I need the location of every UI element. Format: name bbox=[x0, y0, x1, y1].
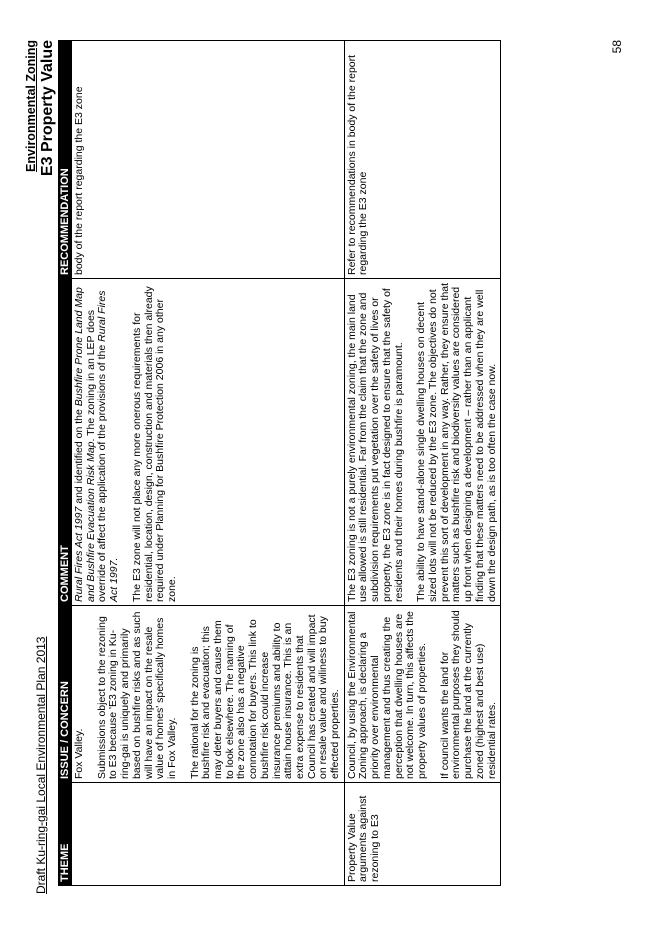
header-issue: ISSUE / CONCERN bbox=[59, 606, 72, 783]
row2-comment-p1: The E3 zoning is not a purely environmental zoning, the main land use allowed is still residential. Far from the claim that the zone and subdivision requirements put vegetation over the safety of lives or property, the E3 zone is in fact designed to ensure that the safety of residents and their homes during bushfire is paramount. bbox=[345, 288, 405, 602]
row2-comment bbox=[344, 279, 500, 606]
row1-issue-p3: The rational for the zoning is bushfire risk and evacuation; this may deter buyers and cause them to look elsewhere. The naming of the zone also has a negative connotation for buyers. This link to bushfire risk could increase insurance premiums and ability to attain house insurance. This is an extra expense to residents that Council has created and will impact on resale value and wiliness to buy effected properties. bbox=[188, 614, 342, 779]
header-recommendation: RECOMMENDATION bbox=[59, 41, 72, 279]
comment-text: and identified on the bbox=[73, 406, 85, 507]
row2-comment-p2: The ability to have stand-alone single dwelling houses on decent sized lots will not be reduced by the E3 zone. The objectives do not prevent this sort of development in any way. Rather, they ensure that matters such as bushfire risk and biodiversity values are considered up front when designing a development – rather than an applicant finding that these matters need to be addressed when they are well down the design path, as is too often the case now. bbox=[415, 282, 498, 602]
row1-comment-p1 bbox=[74, 282, 121, 602]
row1-issue-p2: Submissions object to the rezoning to E3 because 'E3 zoning in Ku-ring-gai is uniquely and primarily based on bushfire risks and as such will have an impact on the resale value of homes' specifically homes in Fox Valley. bbox=[95, 611, 178, 779]
section-name: Environmental Zoning bbox=[24, 40, 38, 172]
table-header-row bbox=[59, 41, 72, 886]
header-comment: COMMENT bbox=[59, 279, 72, 606]
row1-recommendation: body of the report regarding the E3 zone bbox=[72, 41, 345, 279]
document-title: Draft Ku-ring-gai Local Environmental Plan 2013 bbox=[34, 636, 48, 894]
map-reference: Bushfire Prone Land Map and Bushfire Evacuation Risk Map bbox=[73, 287, 97, 602]
act-reference: Rural Fires Act 1997 bbox=[73, 506, 85, 602]
row1-comment bbox=[72, 279, 345, 606]
row2-issue-p1: Council, by using the Environmental Zoning approach, is declaring a priority over environmental management and thus creating the perception that dwelling houses are not welcome. In turn, this affects the property values of properties. bbox=[345, 611, 428, 779]
row1-theme bbox=[72, 783, 345, 886]
row1-issue-p1: Fox Valley. bbox=[73, 728, 85, 779]
row2-issue-p2: If council wants the land for environmental purposes they should purchase the land at the currently zoned (highest and best use) residential rates. bbox=[438, 610, 498, 779]
section-header bbox=[24, 40, 57, 176]
header-theme: THEME bbox=[59, 783, 72, 886]
page-number: 58 bbox=[610, 40, 624, 54]
act-reference: Rural Fires Act 1997. bbox=[96, 290, 121, 602]
row1-issue bbox=[72, 606, 345, 783]
row1-comment-p2: The E3 zone will not place any more onerous requirements for residential, location, design, construction and materials then already required under Planning for Bushfire Protection 2006 in any other zone. bbox=[130, 286, 178, 602]
row2-recommendation: Refer to recommendations in body of the report regarding the E3 zone bbox=[344, 41, 500, 279]
page-title: E3 Property Value bbox=[39, 40, 56, 177]
table-row bbox=[72, 41, 345, 886]
comment-text: . The zoning in an LEP does override of affect the application of the provisions of the bbox=[84, 309, 109, 602]
submissions-table bbox=[58, 40, 501, 886]
row2-issue bbox=[344, 606, 500, 783]
table-row bbox=[344, 41, 500, 886]
row2-theme: Property Value arguments against rezoning to E3 bbox=[344, 783, 500, 886]
